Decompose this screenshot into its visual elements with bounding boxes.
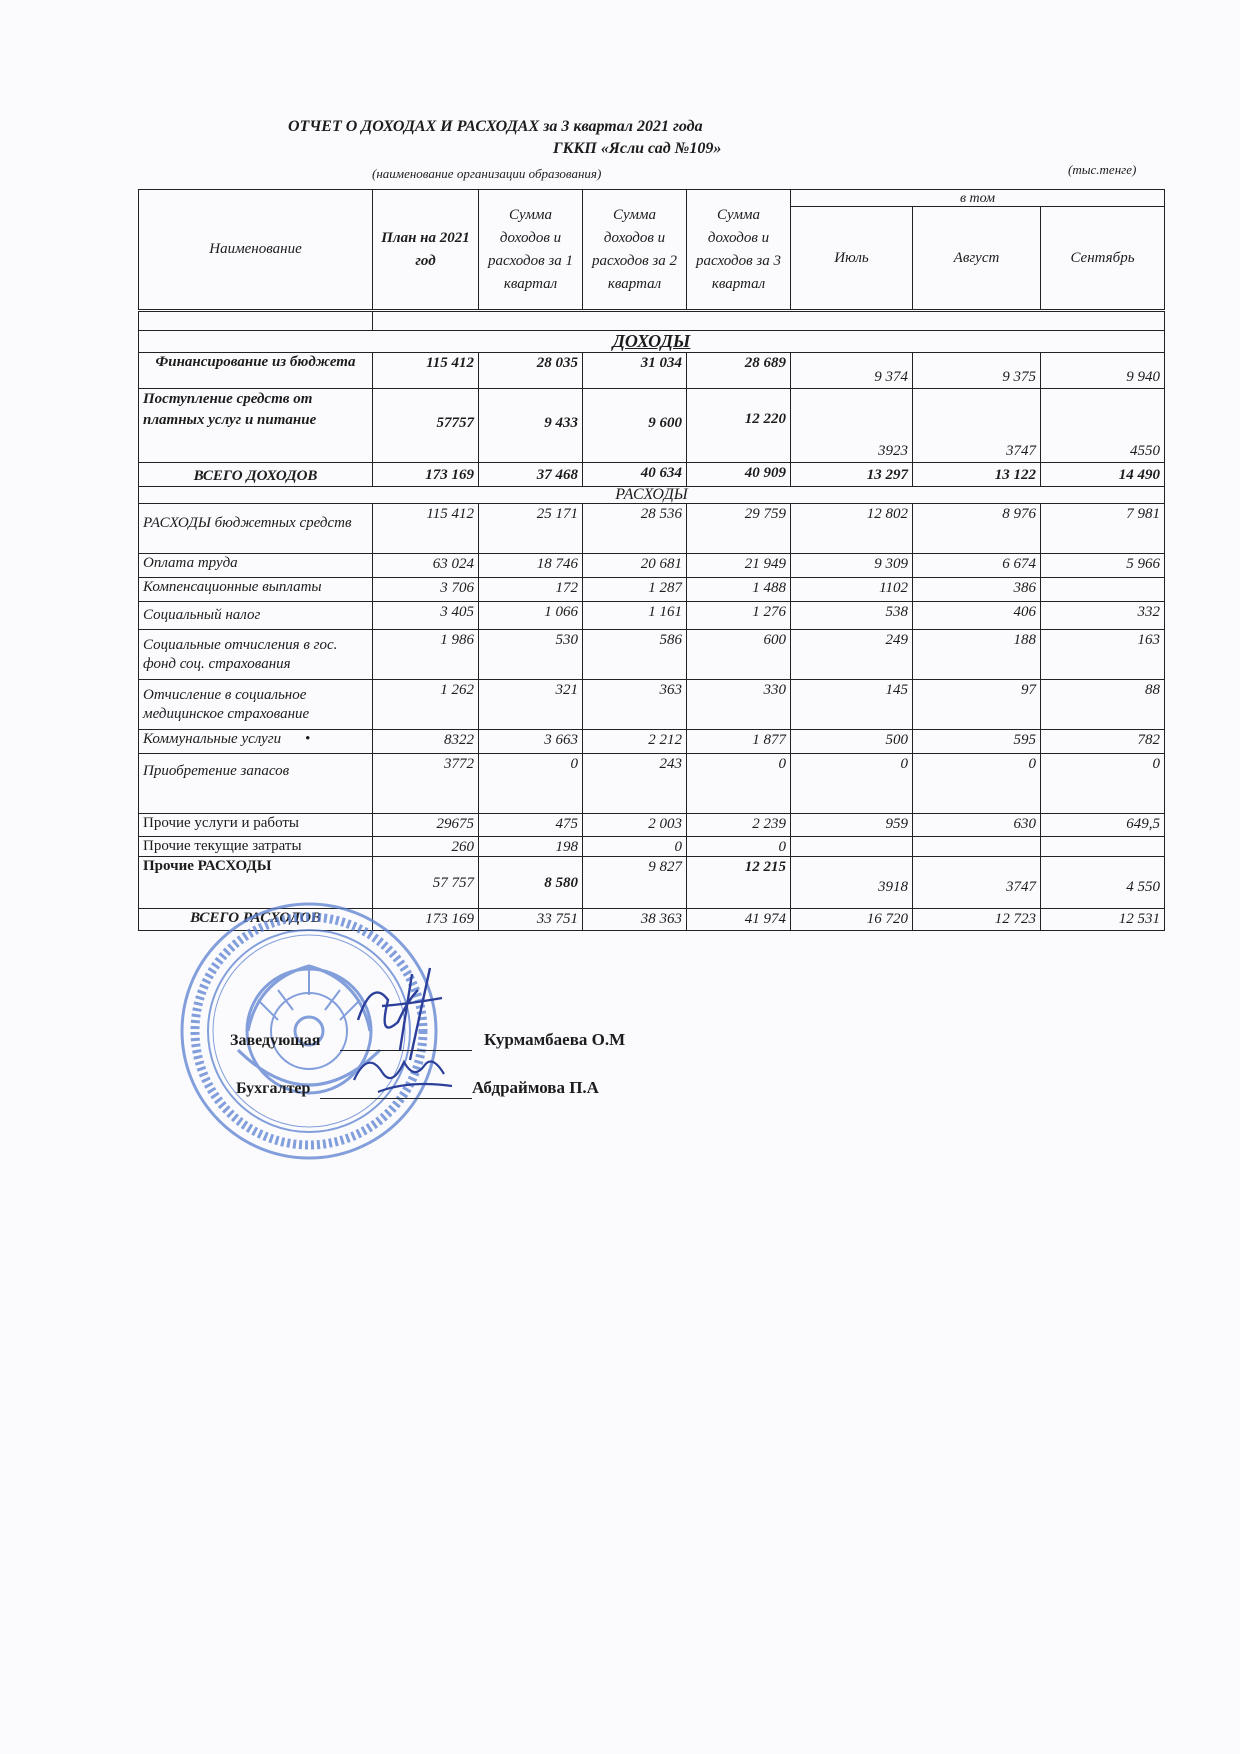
cell-plan: 29675	[373, 814, 479, 837]
cell-q1: 321	[479, 680, 583, 730]
cell-plan: 115 412	[373, 504, 479, 554]
cell-q2: 9 600	[583, 389, 687, 463]
head-role: Заведующая	[230, 1032, 321, 1049]
organization-name: ГККП «Ясли сад №109»	[553, 140, 722, 157]
cell-q1: 198	[479, 837, 583, 857]
cell-sep: 649,5	[1041, 814, 1165, 837]
cell-jul: 3918	[791, 857, 913, 909]
row-name: Прочие РАСХОДЫ	[139, 857, 373, 909]
cell-q2: 31 034	[583, 353, 687, 389]
cell-aug: 12 723	[913, 909, 1041, 931]
row-name: Социальные отчисления в гос. фонд соц. страхования	[139, 630, 373, 680]
row-name: Приобретение запасов	[139, 754, 373, 814]
row-name: Компенсационные выплаты	[139, 578, 373, 602]
table-row	[139, 389, 1165, 463]
cell-q3: 1 488	[687, 578, 791, 602]
cell-q1: 3 663	[479, 730, 583, 754]
cell-sep: 5 966	[1041, 554, 1165, 578]
cell-q3: 40 909	[687, 463, 791, 487]
cell-aug: 188	[913, 630, 1041, 680]
row-name: Прочие услуги и работы	[139, 814, 373, 837]
cell-q3: 29 759	[687, 504, 791, 554]
table-row	[139, 578, 1165, 602]
cell-q1: 37 468	[479, 463, 583, 487]
cell-q1: 33 751	[479, 909, 583, 931]
cell-q3: 28 689	[687, 353, 791, 389]
cell-jul: 3923	[791, 389, 913, 463]
cell-jul: 249	[791, 630, 913, 680]
cell-aug: 9 375	[913, 353, 1041, 389]
cell-q2: 1 161	[583, 602, 687, 630]
section-expenses: РАСХОДЫ	[139, 487, 1165, 504]
cell-jul: 0	[791, 754, 913, 814]
cell-q2: 586	[583, 630, 687, 680]
cell-jul: 12 802	[791, 504, 913, 554]
table-row	[139, 602, 1165, 630]
cell-sep: 7 981	[1041, 504, 1165, 554]
header-name: Наименование	[139, 190, 373, 311]
cell-q3: 12 220	[687, 389, 791, 463]
cell-jul: 16 720	[791, 909, 913, 931]
cell-jul: 538	[791, 602, 913, 630]
cell-jul: 1102	[791, 578, 913, 602]
cell-plan: 3772	[373, 754, 479, 814]
cell-plan: 8322	[373, 730, 479, 754]
cell-sep: 4550	[1041, 389, 1165, 463]
header-q2: Сумма доходов и расходов за 2 квартал	[583, 190, 687, 311]
cell-sep: 0	[1041, 754, 1165, 814]
cell-plan: 173 169	[373, 909, 479, 931]
cell-plan: 57757	[373, 389, 479, 463]
cell-q2: 38 363	[583, 909, 687, 931]
cell-sep: 88	[1041, 680, 1165, 730]
cell-plan: 57 757	[373, 857, 479, 909]
cell-aug: 3747	[913, 389, 1041, 463]
cell-q1: 28 035	[479, 353, 583, 389]
cell-jul: 145	[791, 680, 913, 730]
table-row	[139, 353, 1165, 389]
header-group: в том	[791, 190, 1165, 207]
cell-plan: 3 706	[373, 578, 479, 602]
cell-q2: 363	[583, 680, 687, 730]
report-title: ОТЧЕТ О ДОХОДАХ И РАСХОДАХ за 3 квартал 2021 года	[288, 118, 703, 135]
cell-aug: 406	[913, 602, 1041, 630]
cell-q2: 40 634	[583, 463, 687, 487]
cell-jul: 9 374	[791, 353, 913, 389]
cell-plan: 173 169	[373, 463, 479, 487]
table-row	[139, 504, 1165, 554]
cell-q2: 9 827	[583, 857, 687, 909]
cell-sep: 4 550	[1041, 857, 1165, 909]
cell-q3: 12 215	[687, 857, 791, 909]
cell-aug: 97	[913, 680, 1041, 730]
cell-q2: 1 287	[583, 578, 687, 602]
cell-aug	[913, 837, 1041, 857]
cell-q1: 18 746	[479, 554, 583, 578]
cell-aug: 13 122	[913, 463, 1041, 487]
cell-aug: 386	[913, 578, 1041, 602]
table-row	[139, 630, 1165, 680]
cell-q1: 530	[479, 630, 583, 680]
cell-jul: 9 309	[791, 554, 913, 578]
cell-q1: 475	[479, 814, 583, 837]
cell-aug: 0	[913, 754, 1041, 814]
table-row	[139, 680, 1165, 730]
cell-q3: 21 949	[687, 554, 791, 578]
header-aug: Август	[913, 207, 1041, 311]
income-total-row	[139, 463, 1165, 487]
header-q1: Сумма доходов и расходов за 1 квартал	[479, 190, 583, 311]
row-name: Оплата труда	[139, 554, 373, 578]
cell-q1: 0	[479, 754, 583, 814]
row-label: Коммунальные услуги	[143, 731, 282, 747]
bullet-mark: •	[305, 731, 311, 747]
cell-plan: 1 262	[373, 680, 479, 730]
row-name: ВСЕГО ДОХОДОВ	[139, 463, 373, 487]
header-plan: План на 2021 год	[373, 190, 479, 311]
header-sep: Сентябрь	[1041, 207, 1165, 311]
cell-aug: 630	[913, 814, 1041, 837]
cell-q3: 2 239	[687, 814, 791, 837]
row-name: РАСХОДЫ бюджетных средств	[139, 504, 373, 554]
cell-plan: 260	[373, 837, 479, 857]
cell-sep	[1041, 837, 1165, 857]
accountant-name: Абдраймова П.А	[472, 1078, 599, 1097]
section-income: ДОХОДЫ	[139, 331, 1165, 353]
cell-jul: 500	[791, 730, 913, 754]
cell-aug: 8 976	[913, 504, 1041, 554]
table-row	[139, 814, 1165, 837]
cell-q2: 28 536	[583, 504, 687, 554]
accountant-role: Бухгалтер	[236, 1080, 311, 1097]
cell-sep: 163	[1041, 630, 1165, 680]
row-name	[139, 730, 373, 754]
header-jul: Июль	[791, 207, 913, 311]
cell-aug: 595	[913, 730, 1041, 754]
cell-sep	[1041, 578, 1165, 602]
row-name: Поступление средств от платных услуг и питание	[139, 389, 373, 463]
cell-plan: 1 986	[373, 630, 479, 680]
cell-q3: 1 276	[687, 602, 791, 630]
cell-q1: 8 580	[479, 857, 583, 909]
cell-q3: 600	[687, 630, 791, 680]
cell-aug: 6 674	[913, 554, 1041, 578]
accountant-signature-icon	[348, 1040, 458, 1100]
table-row	[139, 730, 1165, 754]
cell-q2: 0	[583, 837, 687, 857]
organization-note: (наименование организации образования)	[372, 166, 602, 181]
cell-q2: 2 003	[583, 814, 687, 837]
header-q3: Сумма доходов и расходов за 3 квартал	[687, 190, 791, 311]
cell-q1: 172	[479, 578, 583, 602]
cell-q3: 0	[687, 754, 791, 814]
cell-plan: 3 405	[373, 602, 479, 630]
row-name: Отчисление в социальное медицинское страхование	[139, 680, 373, 730]
cell-q1: 25 171	[479, 504, 583, 554]
accountant-signature-line	[320, 1098, 472, 1099]
cell-q2: 2 212	[583, 730, 687, 754]
table-row	[139, 754, 1165, 814]
cell-jul: 959	[791, 814, 913, 837]
report-table	[138, 189, 1165, 931]
cell-sep: 782	[1041, 730, 1165, 754]
cell-jul: 13 297	[791, 463, 913, 487]
cell-q3: 330	[687, 680, 791, 730]
cell-q3: 41 974	[687, 909, 791, 931]
cell-sep: 9 940	[1041, 353, 1165, 389]
table-row	[139, 837, 1165, 857]
head-signature-line	[340, 1050, 472, 1051]
cell-sep: 332	[1041, 602, 1165, 630]
cell-plan: 63 024	[373, 554, 479, 578]
cell-sep: 12 531	[1041, 909, 1165, 931]
cell-q2: 20 681	[583, 554, 687, 578]
table-row	[139, 554, 1165, 578]
row-name: Финансирование из бюджета	[139, 353, 373, 389]
cell-q3: 1 877	[687, 730, 791, 754]
row-name: ВСЕГО РАСХОДОВ	[139, 909, 373, 931]
cell-sep: 14 490	[1041, 463, 1165, 487]
cell-q1: 9 433	[479, 389, 583, 463]
cell-plan: 115 412	[373, 353, 479, 389]
cell-aug: 3747	[913, 857, 1041, 909]
head-name: Курмамбаева О.М	[484, 1030, 626, 1049]
row-name: Прочие текущие затраты	[139, 837, 373, 857]
cell-q2: 243	[583, 754, 687, 814]
cell-q1: 1 066	[479, 602, 583, 630]
row-name: Социальный налог	[139, 602, 373, 630]
units-note: (тыс.тенге)	[1068, 162, 1137, 177]
cell-jul	[791, 837, 913, 857]
cell-q3: 0	[687, 837, 791, 857]
